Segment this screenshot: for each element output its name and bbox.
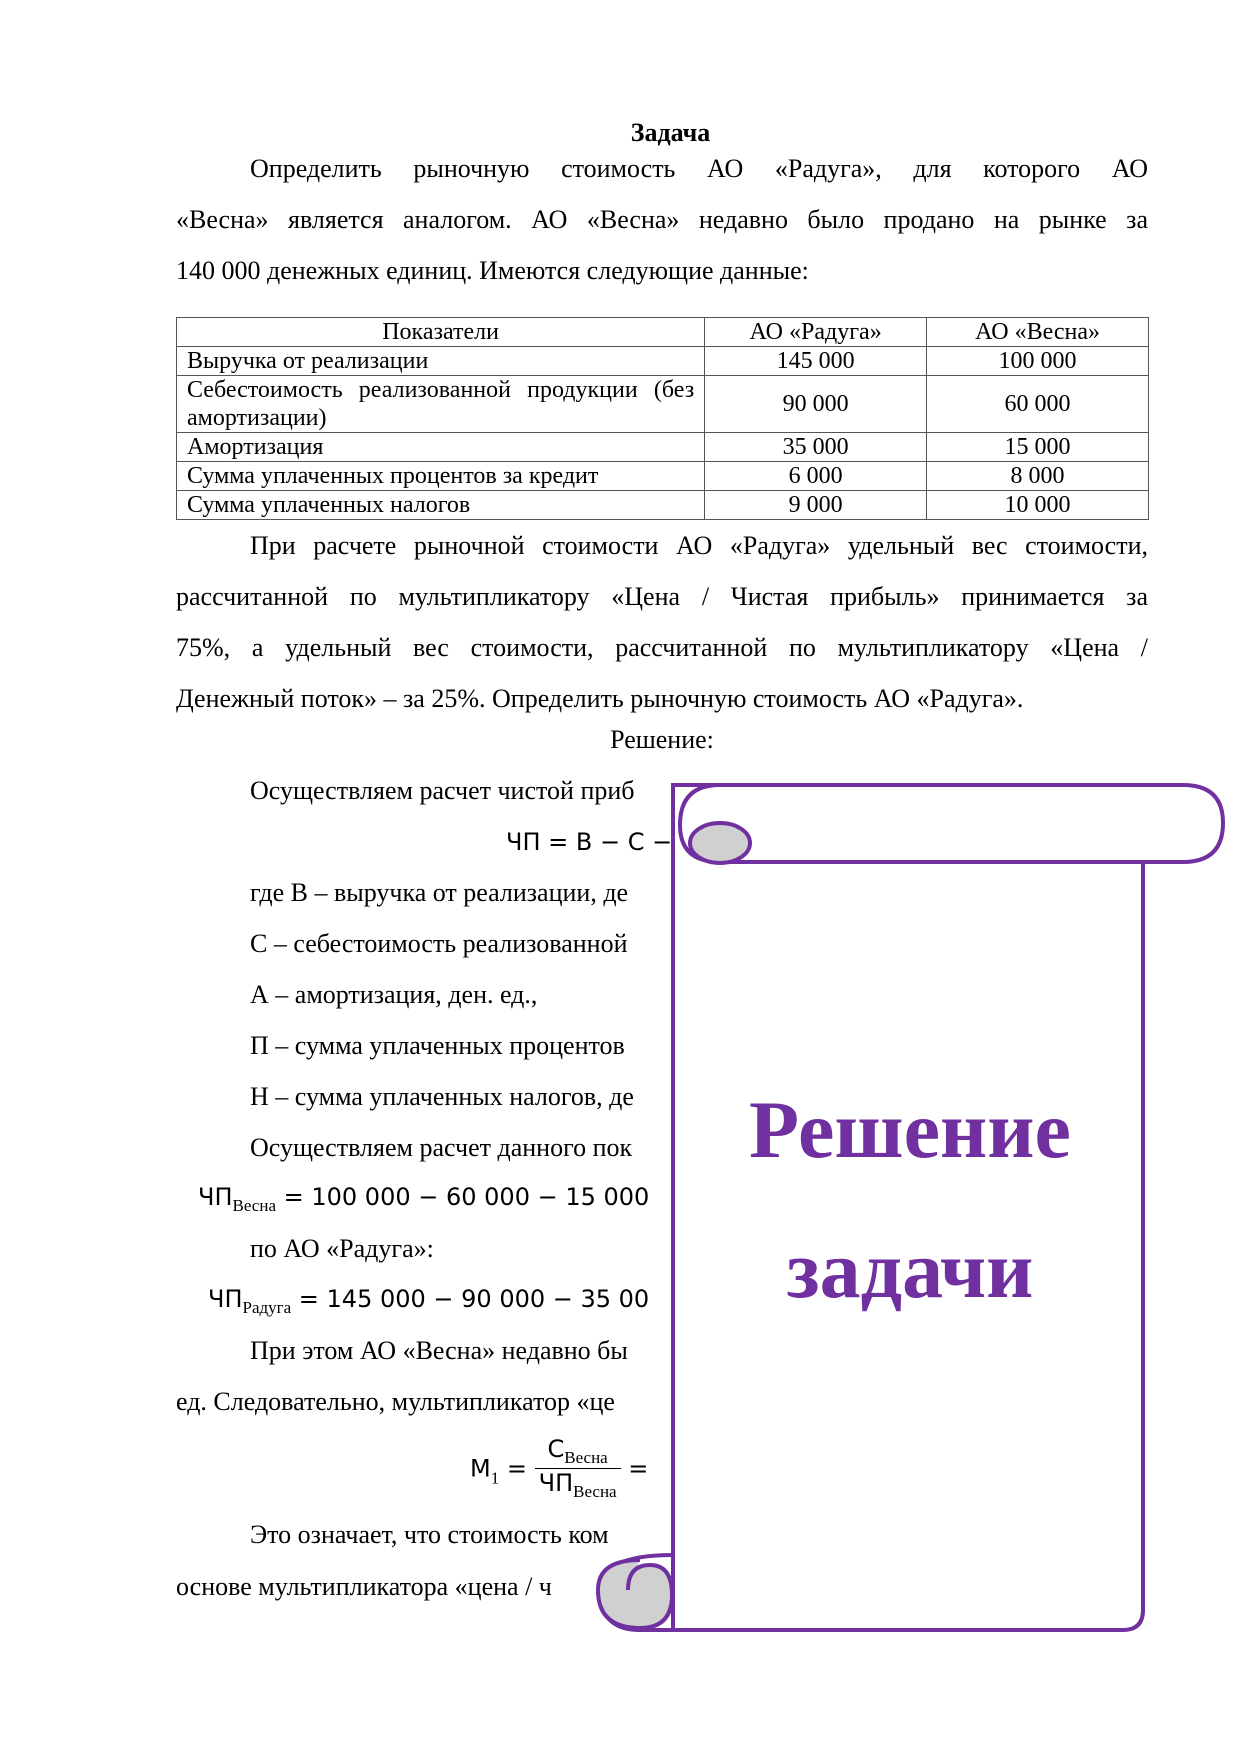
calc-net-profit-line: Осуществляем расчет чистой приб	[250, 776, 635, 805]
vesna-value: 100 000	[927, 347, 1149, 376]
vesna-value: 15 000	[927, 433, 1149, 462]
np-subscript: Весна	[232, 1195, 276, 1215]
definition-n: Н – сумма уплаченных налогов, де	[250, 1082, 634, 1111]
row-label: Сумма уплаченных налогов	[177, 491, 705, 520]
denominator-subscript: Весна	[573, 1481, 617, 1501]
definition-p: П – сумма уплаченных процентов	[250, 1031, 625, 1060]
intro-line: 140 000 денежных единиц. Имеются следующие данные:	[176, 256, 809, 285]
definition-v: где В – выручка от реализации, де	[250, 878, 629, 907]
condition-line: При расчете рыночной стоимости АО «Радуга» удельный вес стоимости,	[250, 531, 1148, 560]
intro-line: «Весна» является аналогом. АО «Весна» недавно было продано на рынке за	[176, 205, 1148, 234]
scroll-title-line1: Решение	[749, 1084, 1071, 1175]
condition-line: Денежный поток» – за 25%. Определить рыночную стоимость АО «Радуга».	[176, 684, 1024, 713]
for-raduga-line: по АО «Радуга»:	[250, 1234, 434, 1263]
scroll-title-line2: задачи	[786, 1224, 1034, 1315]
definition-s: С – себестоимость реализованной	[250, 929, 628, 958]
m1-equals: =	[499, 1454, 527, 1483]
vesna-value: 10 000	[927, 491, 1149, 520]
raduga-value: 9 000	[705, 491, 927, 520]
m1-subscript: 1	[490, 1468, 500, 1488]
numerator-subscript: Весна	[564, 1447, 608, 1467]
raduga-value: 35 000	[705, 433, 927, 462]
means-line: Это означает, что стоимость ком	[250, 1520, 609, 1549]
task-heading: Задача	[630, 118, 711, 147]
table-header: АО «Радуга»	[705, 318, 927, 347]
net-profit-formula: ЧП = В − С −	[506, 828, 673, 856]
definition-a: А – амортизация, ден. ед.,	[250, 980, 538, 1009]
denominator-symbol: ЧП	[538, 1468, 574, 1497]
solution-heading: Решение:	[610, 725, 714, 754]
m1-equals-2: =	[620, 1454, 649, 1483]
np-symbol: ЧП	[198, 1183, 233, 1211]
raduga-value: 90 000	[705, 376, 927, 433]
row-label: Себестоимость реализованной продукции (без амортизации)	[177, 376, 705, 433]
calc-indicator-text: Осуществляем расчет данного пок	[250, 1133, 633, 1162]
raduga-value: 6 000	[705, 462, 927, 491]
row-label: Выручка от реализации	[177, 347, 705, 376]
m1-symbol: М	[470, 1454, 491, 1483]
vesna-value: 60 000	[927, 376, 1149, 433]
row-label: Сумма уплаченных процентов за кредит	[177, 462, 705, 491]
condition-line: 75%, а удельный вес стоимости, рассчитанной по мультипликатору «Цена /	[176, 633, 1148, 662]
vesna-calc-expression: = 100 000 − 60 000 − 15 000	[276, 1183, 650, 1211]
np-subscript: Радуга	[242, 1297, 292, 1317]
vesna-value: 8 000	[927, 462, 1149, 491]
row-label: Амортизация	[177, 433, 705, 462]
raduga-value: 145 000	[705, 347, 927, 376]
np-symbol: ЧП	[208, 1285, 243, 1313]
table-header: АО «Весна»	[927, 318, 1149, 347]
basis-line: основе мультипликатора «цена / ч	[176, 1572, 552, 1601]
numerator-symbol: С	[547, 1435, 565, 1463]
curl-icon	[690, 823, 750, 863]
condition-line: рассчитанной по мультипликатору «Цена / Чистая прибыль» принимается за	[176, 582, 1148, 611]
raduga-calc-expression: = 145 000 − 90 000 − 35 00	[291, 1285, 650, 1313]
multiplier-line: ед. Следовательно, мультипликатор «це	[176, 1387, 615, 1416]
intro-line: Определить рыночную стоимость АО «Радуга», для которого АО	[250, 154, 1148, 183]
sold-line: При этом АО «Весна» недавно бы	[250, 1336, 628, 1365]
table-header: Показатели	[177, 318, 705, 347]
